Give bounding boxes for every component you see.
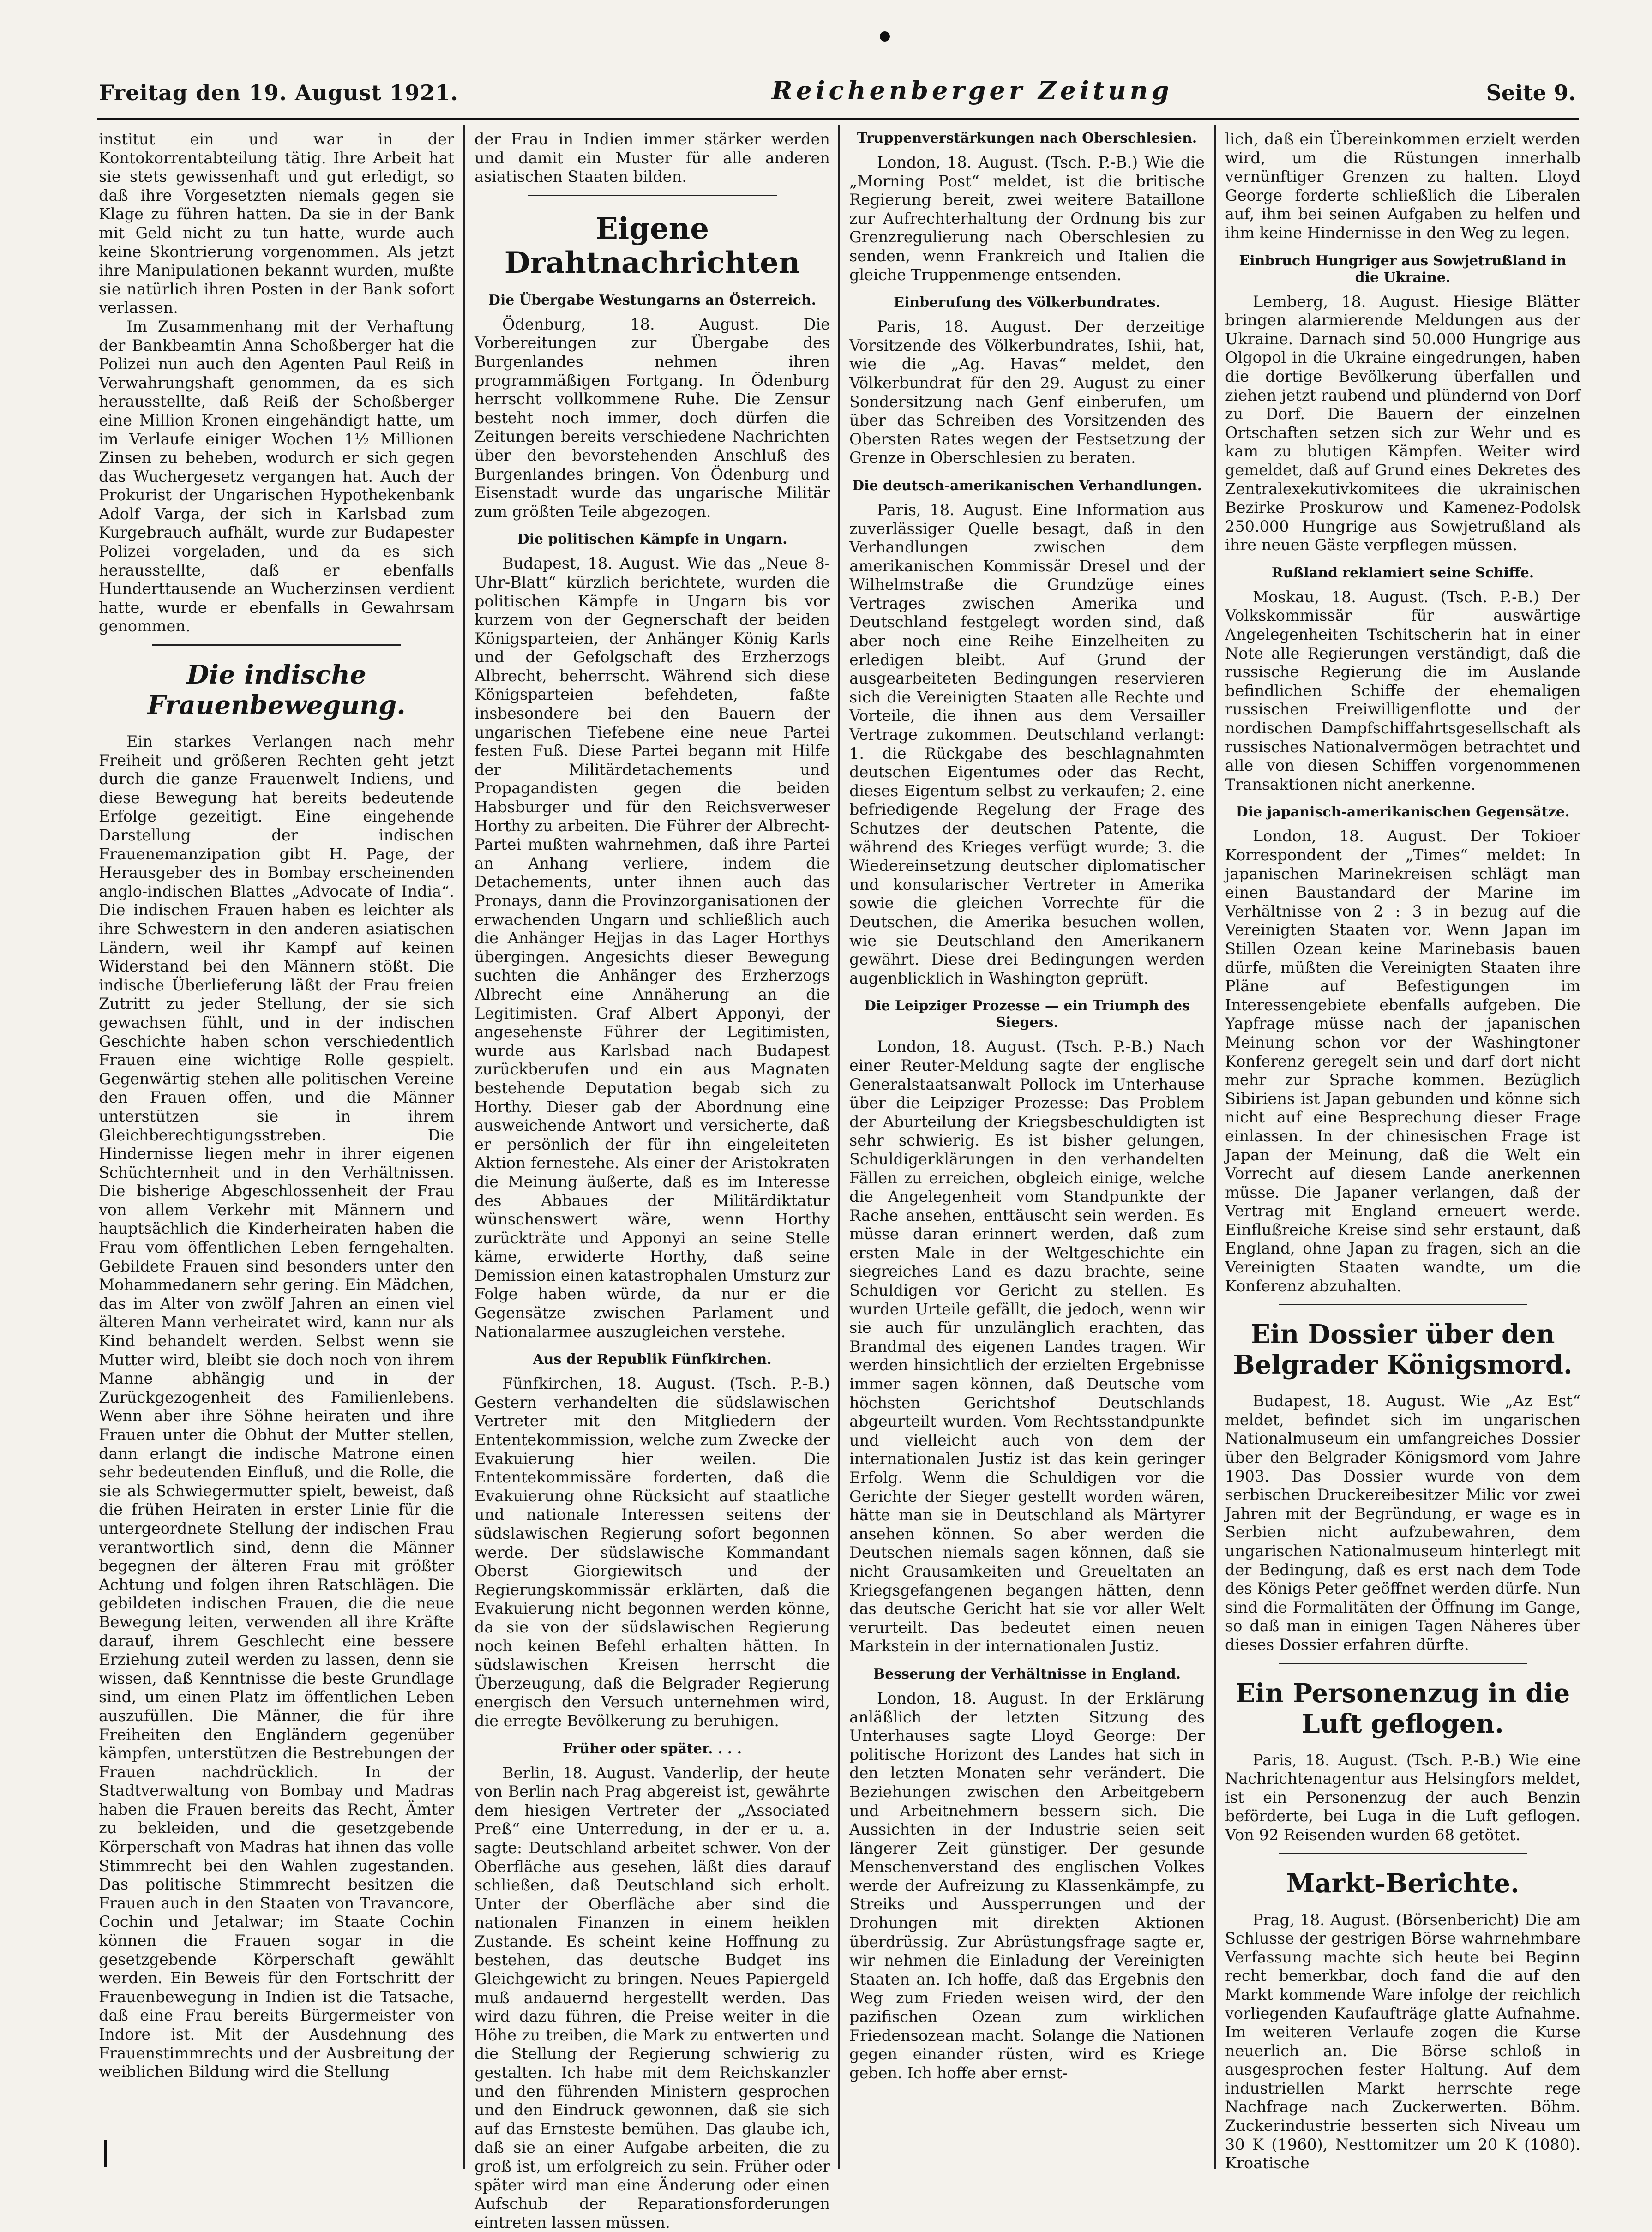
header-date: Freitag den 19. August 1921. — [99, 80, 458, 105]
news-item: Ödenburg, 18. August. Die Vorbereitungen zur Übergabe des Burgenlandes nehmen ihren programmäßigen Fortgang. In Ödenburg herrscht vollkommene Ruhe. Die Zensur besteht noch immer, doch dürfen die Zeitungen bereits verschiedene Nachrichten über den bevorstehenden Anschluß des Burgenlandes bringen. Von Ödenburg und Eisenstadt wurde das ungarische Militär zum größten Teile abgezogen. — [475, 315, 830, 521]
column-3 — [849, 130, 1205, 2170]
subheading-burgenland: Die Übergabe Westungarns an Österreich. — [488, 292, 817, 308]
subheading-amerika: Die deutsch-amerikanischen Verhandlungen. — [852, 477, 1202, 494]
article-paragraph: Im Zusammenhang mit der Verhaftung der Bankbeamtin Anna Schoßberger hat die Polizei nun auch den Agenten Paul Reiß in Verwahrungshaft genommen, da es sich herausstellte, daß Reiß der Schoßberger eine Million Kronen eingehändigt hatte, um im Verlaufe einiger Wochen 1½ Millionen Zinsen zu beheben, wodurch er sich gegen das Wuchergesetz vergangen hat. Auch der Prokurist der Ungarischen Hypothekenbank Adolf Varga, der sich in Karlsbad zum Kurgebrauch aufhält, wurde zur Budapester Polizei vorgeladen, und da es sich herausstellte, daß er ebenfalls Hunderttausende an Wucherzinsen verdient hatte, wurde er ebenfalls in Gewahrsam genommen. — [99, 317, 454, 636]
article-separator — [1279, 1853, 1527, 1854]
subheading-japan: Die japanisch-amerikanischen Gegensätze. — [1236, 804, 1570, 821]
page-header — [99, 78, 1576, 105]
news-item: Paris, 18. August. Der derzeitige Vorsitzende des Völkerbundrates, Ishii, hat, wie die „Ag. Havas“ meldet, den Völkerbundrat für den 29. August zu einer Sondersitzung nach Genf einberufen, um über das Schreiben des Vorsitzenden des Obersten Rates wegen der Festsetzung der Grenze in Oberschlesien zu beraten. — [849, 318, 1205, 467]
subheading-ungarn: Die politischen Kämpfe in Ungarn. — [517, 531, 787, 548]
article-separator — [528, 195, 777, 196]
margin-mark — [104, 2140, 107, 2167]
news-item: London, 18. August. (Tsch. P.-B.) Nach einer Reuter-Meldung sagte der englische Generalstaatsanwalt Pollock im Unterhause über die Leipziger Prozesse: Das Problem der Aburteilung der Kriegsbeschuldigten ist sehr schwierig. Es ist bisher gelungen, Schuldigerklärungen in den verhandelten Fällen zu erreichen, obgleich einige, welche die Angelegenheit vom Standpunkte der Rache ansehen, enttäuscht sein werden. Es müsse daran erinnert werden, daß zum ersten Male in der Weltgeschichte ein siegreiches Land es dazu brachte, seine Schuldigen vor Gericht zu stellen. Es wurden Urteile gefällt, die jedoch, wenn wir sie auch für unzulänglich erachten, das Brandmal des eigenen Landes tragen. Wir werden hinsichtlich der erzielten Ergebnisse immer sagen können, daß Deutsche vom höchsten Gerichtshof Deutschlands abgeurteilt wurden. Vom Rechtsstandpunkte und vielleicht auch von dem der internationalen Justiz ist das kein geringer Erfolg. Wenn die Schuldigen vor die Gerichte der Sieger gestellt worden wären, hätte man sie in Deutschland als Märtyrer ansehen können. So aber werden die Deutschen niemals sagen können, daß sie nicht Grausamkeiten und Greueltaten an Kriegsgefangenen begangen hätten, denn das deutsche Gericht hat sie vor aller Welt verurteilt. Das bedeutet einen neuen Markstein in der internationalen Justiz. — [849, 1038, 1205, 1656]
subheading-frueher-oder-spaeter: Früher oder später. . . . — [562, 1740, 742, 1757]
headline-marktberichte: Markt-Berichte. — [1286, 1868, 1520, 1899]
news-item: Lemberg, 18. August. Hiesige Blätter bringen alarmierende Meldungen aus der Ukraine. Darnach sind 50.000 Hungrige aus Olgopol in die Ukraine eingedrungen, haben die dortige Bevölkerung überfallen und ziehen jetzt raubend und plündernd von Dorf zu Dorf. Die Bauern der einzelnen Ortschaften setzen sich zur Wehr und es kam zu blutigen Kämpfen. Weiter wird gemeldet, daß auf Grund eines Dekretes des Zentralexekutivkomitees die ukrainischen Bezirke Proskurow und Kamenez-Podolsk 250.000 Hungrige aus Sowjetrußland als ihre neuen Gäste verpflegen müssen. — [1225, 292, 1580, 554]
news-item: Moskau, 18. August. (Tsch. P.-B.) Der Volkskommissär für auswärtige Angelegenheiten Tschitscherin hat in einer Note alle Regierungen verständigt, daß die russische Regierung die im Auslande befindlichen Schiffe der ehemaligen russischen Freiwilligenflotte und der nordischen Dampfschiffahrtsgesellschaft als russisches Nationalvermögen betrachtet und alle von diesen Schiffen vorgenommenen Transaktionen nicht anerkenne. — [1225, 588, 1580, 793]
headline-frauenbewegung: Die indische Frauenbewegung. — [147, 660, 406, 721]
news-item: Paris, 18. August. Eine Information aus zuverlässiger Quelle besagt, daß in den Verhandlungen zwischen dem amerikanischen Kommissär Dresel und der Wilhelmstraße die Grundzüge eines Vertrages zwischen Amerika und Deutschland festgelegt worden sind, daß aber noch eine Reihe Einzelheiten zu erledigen bleibt. Auf Grund der ausgearbeiteten Bedingungen reservieren sich die Vereinigten Staaten alle Rechte und Vorteile, die ihnen aus dem Versailler Vertrage zukommen. Deutschland verlangt: 1. die Rückgabe des beschlagnahmten deutschen Eigentumes oder das Recht, dieses Eigentum selbst zu verkaufen; 2. eine befriedigende Regelung der Frage des Schutzes der deutschen Patente, die während des Krieges verfügt wurde; 3. die Wiedereinsetzung deutscher diplomatischer und konsularischer Vertreter in Amerika sowie die gleichen Vorrechte für die Deutschen, die Amerika besuchen wollen, wie sie Deutschland den Amerikanern gewährt. Diese drei Bedingungen werden augenblicklich in Washington geprüft. — [849, 500, 1205, 987]
punch-hole-mark — [880, 31, 890, 42]
article-continuation: institut ein und war in der Kontokorrentabteilung tätig. Ihre Arbeit hat sie stets gewissenhaft und gut erledigt, so daß ihre Vorgesetzten niemals gegen sie Klage zu führen hatten. Da sie in der Bank mit Geld nicht zu tun hatte, wurde auch keine Skontrierung vorgenommen. Als jetzt ihre Manipulationen bekannt wurden, mußte sie natürlich ihren Posten in der Bank sofort verlassen. — [99, 130, 454, 317]
news-item: Prag, 18. August. (Börsenbericht) Die am Schlusse der gestrigen Börse wahrnehmbare Verfassung machte sich heute bei Beginn recht bemerkbar, doch fand die auf den Markt kommende Ware infolge der reichlich vorliegenden Kaufaufträge glatte Aufnahme. Im weiteren Verlaufe zogen die Kurse neuerlich an. Die Börse schloß in ausgesprochen fester Haltung. Auf dem industriellen Markt herrschte rege Nachfrage nach Zuckerwerten. Böhm. Zuckerindustrie besserten sich Niveau um 30 K (1960), Nesttomitzer um 20 K (1080). Kroatische — [1225, 1910, 1580, 2172]
news-item: Berlin, 18. August. Vanderlip, der heute von Berlin nach Prag abgereist ist, gewährte dem hiesigen Vertreter der „Associated Preß“ eine Unterredung, in der er u. a. sagte: Deutschland arbeitet schwer. Von der Oberfläche aus gesehen, läßt dies darauf schließen, daß Deutschland sich erholt. Unter der Oberfläche aber sind die nationalen Finanzen in einem heiklen Zustande. Es scheint keine Hoffnung zu bestehen, das deutsche Budget ins Gleichgewicht zu bringen. Neues Papiergeld muß andauernd hergestellt werden. Das wird dazu führen, die Preise weiter in die Höhe zu treiben, die Mark zu entwerten und die Stellung der Regierung schwierig zu gestalten. Ich habe mit dem Reichskanzler und den führenden Ministern gesprochen und den Eindruck gewonnen, daß sie sich auf das Ernsteste bemühen. Das glaube ich, daß sie an einer Aufgabe arbeiten, die zu groß ist, um erfolgreich zu sein. Früher oder später wird man eine Änderung oder einen Aufschub der Reparationsforderungen eintreten lassen müssen. — [475, 1764, 830, 2232]
news-item: London, 18. August. (Tsch. P.-B.) Wie die „Morning Post“ meldet, ist die britische Regierung bereit, zwei weitere Bataillone zur Aufrechterhaltung der Ordnung bis zur Grenzregulierung nach Oberschlesien zu senden, wenn Frankreich und Italien die gleiche Truppenmenge entsenden. — [849, 153, 1205, 284]
page-number: Seite 9. — [1486, 80, 1576, 105]
subheading-voelkerbund: Einberufung des Völkerbundrates. — [894, 294, 1160, 311]
headline-personenzug: Ein Personenzug in die Luft geflogen. — [1235, 1678, 1570, 1739]
news-item: Budapest, 18. August. Wie das „Neue 8-Uhr-Blatt“ kürzlich berichtete, wurden die politischen Kämpfe in Ungarn bis vor kurzem von der Gegnerschaft der beiden Königsparteien, der Anhänger König Karls und der Gefolgschaft des Erzherzogs Albrecht, beherrscht. Während sich diese Königsparteien befehdeten, faßte insbesondere bei den Bauern der ungarischen Tiefebene eine neue Partei festen Fuß. Diese Partei begann mit Hilfe der Militärdetachements und Propagandisten gegen die beiden Habsburger und für den Reichsverweser Horthy zu arbeiten. Die Führer der Albrecht-Partei mußten wahrnehmen, daß ihre Partei an Anhang verliere, indem die Detachements, unter ihnen auch das Pronays, dann die Provinzorganisationen der erwachenden Ungarn und schließlich auch die Anhänger Hejjas in das Lager Horthys übergingen. Angesichts dieser Bewegung suchten die Anhänger des Erzherzogs Albrecht eine Annäherung an die Legitimisten. Graf Albert Apponyi, der angesehenste Führer der Legitimisten, wurde aus Karlsbad nach Budapest zurückberufen und ein aus Magnaten bestehende Deputation begab sich zu Horthy. Dieser gab der Abordnung eine ausweichende Antwort und versicherte, daß er persönlich der für ihn eingeleiteten Aktion fernestehe. Als einer der Aristokraten die Meinung äußerte, daß es im Interesse des Abbaues der Militärdiktatur wünschenswert wäre, wenn Horthy zurückträte und Apponyi an seine Stelle käme, erwiderte Horthy, daß seine Demission einen katastrophalen Umsturz zur Folge haben würde, da nur er die Gegensätze zwischen Parlament und Nationalarmee auszugleichen verstehe. — [475, 554, 830, 1341]
column-divider — [463, 125, 465, 2169]
article-continuation: lich, daß ein Übereinkommen erzielt werden wird, um die Rüstungen innerhalb vernünftiger Grenzen zu halten. Lloyd George forderte schließlich die Liberalen auf, ihm bei seinen Aufgaben zu helfen und ihm keine Hindernisse in den Weg zu legen. — [1225, 130, 1580, 242]
article-continuation: der Frau in Indien immer stärker werden und damit ein Muster für alle anderen asiatischen Staaten bilden. — [475, 130, 830, 186]
article-separator — [1279, 1663, 1527, 1664]
headline-dossier: Ein Dossier über den Belgrader Königsmord. — [1233, 1319, 1573, 1380]
newspaper-title: Reichenberger Zeitung — [771, 76, 1173, 105]
subheading-schiffe: Rußland reklamiert seine Schiffe. — [1271, 564, 1534, 581]
column-4 — [1225, 130, 1580, 2170]
news-item: Budapest, 18. August. Wie „Az Est“ meldet, befindet sich im ungarischen Nationalmuseum ein umfangreiches Dossier über den Belgrader Königsmord vom Jahre 1903. Das Dossier wurde von dem serbischen Druckereibesitzer Milic vor zwei Jahren mit der Begründung, er wage es in Serbien nicht aufzubewahren, dem ungarischen Nationalmuseum hinterlegt mit der Bedingung, daß es erst nach dem Tode des Königs Peter geöffnet werden dürfe. Nun sind die Formalitäten der Öffnung im Gange, so daß man in einigen Tagen Näheres über dieses Dossier erfahren dürfte. — [1225, 1392, 1580, 1654]
column-2 — [475, 130, 830, 2232]
news-item: London, 18. August. In der Erklärung anläßlich der letzten Sitzung des Unterhauses sagte Lloyd George: Der politische Horizont des Landes hat sich in den letzten Monaten sehr verändert. Die Beziehungen zwischen den Arbeitgebern und Arbeitnehmern bessern sich. Die Aussichten in der Industrie seien seit längerer Zeit günstiger. Der gesunde Menschenverstand des englischen Volkes werde der Aufreizung zu Klassenkämpfe, zu Streiks und Aussperrungen und der Drohungen mit direkten Aktionen überdrüssig. Zur Abrüstungsfrage sagte er, wir nehmen die Einladung der Vereinigten Staaten an. Ich hoffe, daß das Ergebnis den Weg zum Frieden weisen wird, der den pazifischen Ozean zum wirklichen Friedensozean macht. Solange die Nationen gegen einander rüsten, wird es Kriege geben. Ich hoffe aber ernst- — [849, 1689, 1205, 2082]
news-item: London, 18. August. Der Tokioer Korrespondent der „Times“ meldet: In japanischen Marinekreisen schlägt man einen Baustandard der Marine im Verhältnisse von 2 : 3 in bezug auf die Vereinigten Staaten vor. Wenn Japan im Stillen Ozean keine Marinebasis bauen dürfe, müßten die Vereinigten Staaten ihre Pläne auf Befestigungen im Interessengebiete ebenfalls aufgeben. Die Yapfrage müsse nach der japanischen Meinung schon vor der Washingtoner Konferenz geregelt sein und darf dort nicht mehr zur Sprache kommen. Bezüglich Sibiriens ist Japan gebunden und könne sich nicht auf eine Besprechung dieser Frage einlassen. In der chinesischen Frage ist Japan der Meinung, daß die Welt ein Vorrecht auf diesem Lande anerkennen müsse. Die Japaner verlangen, daß der Vertrag mit England erneuert werde. Einflußreiche Kreise sind sehr erstaunt, daß England, ohne Japan zu fragen, sich an die Vereinigten Staaten wandte, um die Konferenz abzuhalten. — [1225, 827, 1580, 1295]
news-item: Paris, 18. August. (Tsch. P.-B.) Wie eine Nachrichtenagentur aus Helsingfors meldet, ist ein Personenzug der auch Benzin beförderte, bei Luga in die Luft geflogen. Von 92 Reisenden wurden 68 getötet. — [1225, 1751, 1580, 1844]
subheading-hunger: Einbruch Hungriger aus Sowjetrußland in die Ukraine. — [1239, 252, 1567, 286]
article-body: Ein starkes Verlangen nach mehr Freiheit und größeren Rechten geht jetzt durch die ganze Frauenwelt Indiens, und diese Bewegung hat bereits bedeutende Erfolge gezeitigt. Eine eingehende Darstellung der indischen Frauenemanzipation gibt H. Page, der Herausgeber des in Bombay erscheinenden anglo-indischen Blattes „Advocate of India“. Die indischen Frauen haben es leichter als ihre Schwestern in den anderen asiatischen Ländern, weil ihr Kampf auf keinen Widerstand bei den Männern stößt. Die indische Überlieferung läßt der Frau freien Zutritt zu jeder Stellung, der sie sich gewachsen fühlt, und in der indischen Geschichte haben schon verschiedentlich Frauen eine wichtige Rolle gespielt. Gegenwärtig stehen alle politischen Vereine den Frauen offen, und die Männer unterstützen sie in ihrem Gleichberechtigungsstreben. Die Hindernisse liegen mehr in ihrer eigenen Schüchternheit und in den Verhältnissen. Die bisherige Abgeschlossenheit der Frau von allem Verkehr mit Männern und hauptsächlich die Kinderheiraten haben die Frau vom öffentlichen Leben ferngehalten. Gebildete Frauen sind besonders unter den Mohammedanern sehr gering. Ein Mädchen, das im Alter von zwölf Jahren an einen viel älteren Mann verheiratet wird, kann nur als Kind behandelt werden. Selbst wenn sie Mutter wird, bleibt sie doch noch von ihrem Manne abhängig und in der Zurückgezogenheit des Familienlebens. Wenn aber ihre Söhne heiraten und ihre Frauen unter die Obhut der Mutter stellen, dann erlangt die indische Matrone einen sehr bedeutenden Einfluß, und die Rolle, die sie als Schwiegermutter spielt, beweist, daß die frühen Heiraten in erster Linie für die untergeordnete Stellung der indischen Frau verantwortlich sind, denn die Männer begegnen der älteren Frau mit größter Achtung und folgen ihren Ratschlägen. Die gebildeten indischen Frauen, die die neue Bewegung leiten, verwenden all ihre Kräfte darauf, ihrem Geschlecht eine bessere Erziehung zuteil werden zu lassen, denn sie wissen, daß Kenntnisse die beste Grundlage sind, um einen Platz im öffentlichen Leben auszufüllen. Die Männer, die für ihre Freiheiten den Engländern gegenüber kämpfen, unterstützen die Bestrebungen der Frauen nachdrücklich. In der Stadtverwaltung von Bombay und Madras haben die Frauen bereits das Recht, Ämter zu bekleiden, und die gesetzgebende Körperschaft von Madras hat ihnen das volle Stimmrecht bei den Wahlen zugestanden. Das politische Stimmrecht besitzen die Frauen auch in den Staaten von Travancore, Cochin und Jetalwar; im Staate Cochin können die Frauen sogar in die gesetzgebende Körperschaft gewählt werden. Ein Beweis für den Fortschritt der Frauenbewegung in Indien ist die Tatsache, daß eine Frau bereits Bürgermeister von Indore ist. Mit der Ausdehnung des Frauenstimmrechts und der Ausbreitung der weiblichen Bildung wird die Stellung — [99, 732, 454, 2081]
column-divider — [1214, 125, 1216, 2169]
subheading-england: Besserung der Verhältnisse in England. — [873, 1666, 1181, 1682]
subheading-truppen: Truppenverstärkungen nach Oberschlesien. — [857, 130, 1197, 146]
article-separator — [1279, 1304, 1527, 1305]
news-item: Fünfkirchen, 18. August. (Tsch. P.-B.) Gestern verhandelten die südslawischen Vertreter mit den Mitgliedern der Ententekommission, welche zum Zwecke der Evakuierung hier weilen. Die Ententekommissäre forderten, daß die Evakuierung ohne Rücksicht auf staatliche und nationale Interessen seitens der südslawischen Regierung sofort begonnen werde. Der südslawische Kommandant Oberst Giorgiewitsch und der Regierungskommissär erklärten, daß die Evakuierung nicht begonnen werden könne, da sie von der südslawischen Regierung noch keinen Befehl erhalten hätten. In südslawischen Kreisen herrscht die Überzeugung, daß die Belgrader Regierung energisch den Versuch unternehmen wird, die erregte Bevölkerung zu beruhigen. — [475, 1374, 830, 1730]
subheading-fuenfkirchen: Aus der Republik Fünfkirchen. — [533, 1351, 772, 1368]
section-heading-drahtnachrichten: Eigene Drahtnachrichten — [504, 211, 800, 280]
article-separator — [152, 644, 401, 646]
header-rule — [97, 118, 1579, 120]
column-1 — [99, 130, 454, 2170]
subheading-leipzig: Die Leipziger Prozesse — ein Triumph des Siegers. — [864, 998, 1190, 1031]
column-divider — [838, 125, 840, 2169]
